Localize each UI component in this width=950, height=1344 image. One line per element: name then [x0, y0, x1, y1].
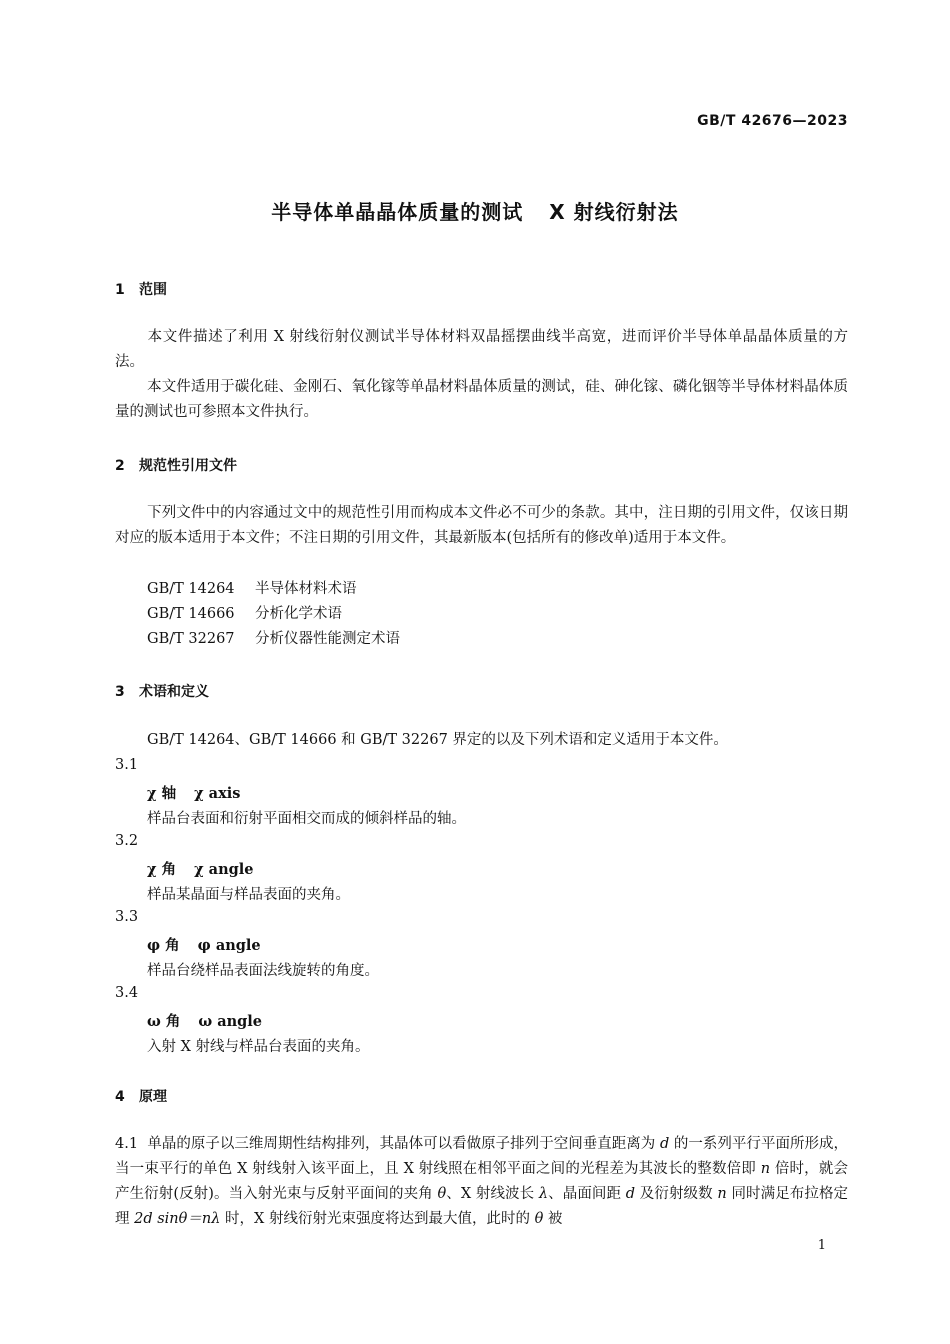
variable-lambda: λ — [538, 1186, 549, 1202]
section-2-paragraph: 下列文件中的内容通过文中的规范性引用而构成本文件必不可少的条款。其中，注日期的引用文件，仅该日期对应的版本适用于本文件；不注日期的引用文件，其最新版本(包括所有的修改单)适用于本文件。 — [115, 505, 848, 546]
term-number: 3.4 — [115, 985, 139, 1001]
term-name: ω 角 ω angle — [147, 1013, 263, 1030]
reference-item: GB/T 14666 分析化学术语 — [147, 606, 342, 622]
page-number: 1 — [817, 1238, 826, 1253]
section-1-paragraph-2: 本文件适用于碳化硅、金刚石、氧化镓等单晶材料晶体质量的测试，硅、砷化镓、磷化铟等半导体材料晶体质量的测试也可参照本文件执行。 — [115, 379, 848, 420]
term-definition: 入射 X 射线与样品台表面的夹角。 — [147, 1039, 370, 1055]
variable-d: d — [625, 1186, 636, 1202]
term-name: χ 角 χ angle — [147, 861, 254, 878]
section-4-heading: 4 原理 — [115, 1089, 167, 1105]
section-3-heading: 3 术语和定义 — [115, 684, 209, 700]
section-2-heading: 2 规范性引用文件 — [115, 458, 237, 474]
section-1-heading: 1 范围 — [115, 282, 167, 298]
term-definition: 样品台表面和衍射平面相交而成的倾斜样品的轴。 — [147, 811, 466, 827]
title-part-2: X 射线衍射法 — [549, 200, 679, 224]
term-number: 3.3 — [115, 909, 139, 925]
term-definition: 样品某晶面与样品表面的夹角。 — [147, 887, 350, 903]
section-1-paragraph-1: 本文件描述了利用 X 射线衍射仪测试半导体材料双晶摇摆曲线半高宽，进而评价半导体单晶晶体质量的方法。 — [115, 329, 848, 370]
variable-n: n — [760, 1161, 771, 1177]
standard-number: GB/T 42676—2023 — [697, 113, 848, 129]
variable-d: d — [659, 1136, 670, 1152]
variable-theta: θ — [534, 1211, 544, 1227]
reference-item: GB/T 14264 半导体材料术语 — [147, 581, 357, 597]
clause-4-1-paragraph: 4.1 单晶的原子以三维周期性结构排列，其晶体可以看做原子排列于空间垂直距离为 d 的一系列平行平面所形成，当一束平行的单色 X 射线射入该平面上，且 X 射线照在相邻平面之间的光程差为其波长的整数倍即 n 倍时，就会产生衍射(反射)。当入射光束与反射平面间的夹角 θ、X 射线波长 λ、晶面间距 d 及衍射级数 n 同时满足布拉格定理 2d sinθ＝nλ 时，X 射线衍射光束强度将达到最大值，此时的 θ 被 — [115, 1136, 849, 1227]
term-number: 3.1 — [115, 757, 139, 773]
title-part-1: 半导体单晶晶体质量的测试 — [271, 200, 524, 224]
clause-number: 4.1 — [115, 1136, 139, 1152]
bragg-equation: 2d sinθ＝nλ — [134, 1211, 221, 1227]
variable-n: n — [717, 1186, 727, 1202]
section-3-intro: GB/T 14264、GB/T 14666 和 GB/T 32267 界定的以及下列术语和定义适用于本文件。 — [147, 732, 728, 748]
term-definition: 样品台绕样品表面法线旋转的角度。 — [147, 963, 379, 979]
variable-theta: θ — [437, 1186, 447, 1202]
term-name: φ 角 φ angle — [147, 937, 261, 954]
document-title — [0, 196, 950, 225]
term-name: χ 轴 χ axis — [147, 785, 241, 802]
term-number: 3.2 — [115, 833, 139, 849]
reference-item: GB/T 32267 分析仪器性能测定术语 — [147, 631, 400, 647]
